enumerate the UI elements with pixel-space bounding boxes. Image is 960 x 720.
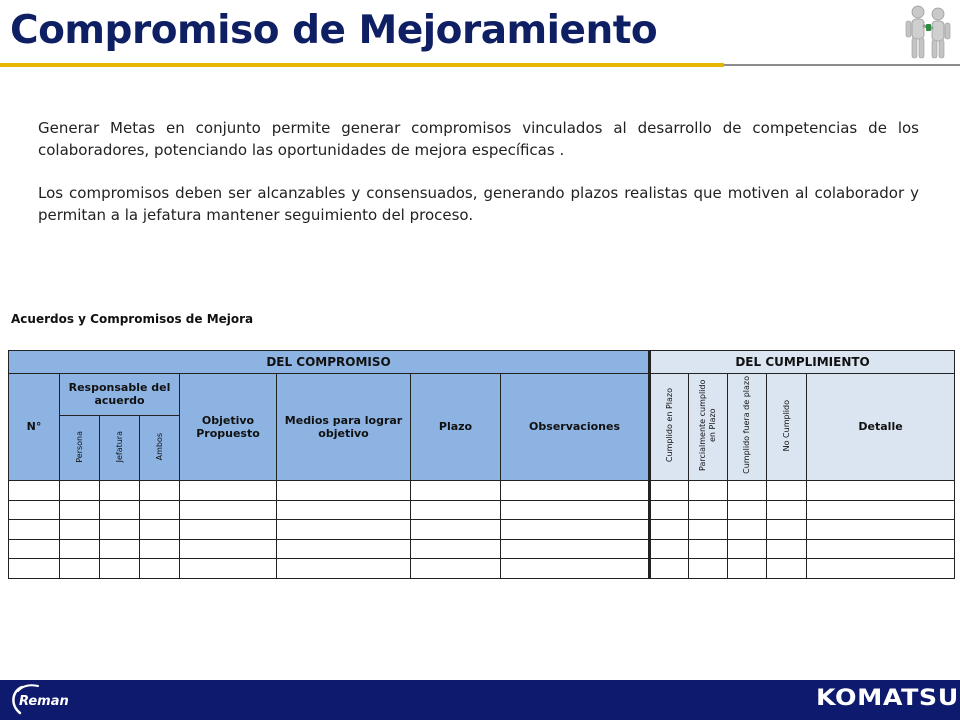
komatsu-logo: KOMATSU — [816, 686, 959, 711]
col-header-fuera-plazo — [728, 373, 767, 480]
table-cell[interactable] — [728, 539, 767, 559]
table-cell[interactable] — [60, 539, 100, 559]
title-underline-gold — [0, 63, 724, 67]
table-cell[interactable] — [60, 480, 100, 500]
table-cell[interactable] — [277, 500, 411, 520]
col-header-no-cumplido-label: No Cumplido — [781, 399, 791, 452]
sub-header-jefatura — [100, 415, 140, 480]
col-header-no-cumplido — [767, 373, 807, 480]
table-cell[interactable] — [140, 480, 180, 500]
col-header-cumplido-plazo-label: Cumplido en Plazo — [664, 388, 674, 463]
table-section-label: Acuerdos y Compromisos de Mejora — [11, 312, 254, 326]
sub-header-ambos — [140, 415, 180, 480]
table-cell[interactable] — [807, 539, 955, 559]
table-cell[interactable] — [9, 480, 60, 500]
table-cell[interactable] — [100, 500, 140, 520]
table-cell[interactable] — [728, 480, 767, 500]
table-cell[interactable] — [689, 500, 728, 520]
table-cell[interactable] — [180, 539, 277, 559]
table-cell[interactable] — [807, 520, 955, 540]
table-row — [9, 559, 955, 579]
paragraph-1: Generar Metas en conjunto permite generar compromisos vinculados al desarrollo de competencias de los colaboradores, potenciando las oportunidades de mejora específicas . — [38, 119, 919, 159]
table-cell[interactable] — [501, 539, 650, 559]
table-cell[interactable] — [807, 480, 955, 500]
table-cell[interactable] — [411, 520, 501, 540]
group-header-compromiso: DEL COMPROMISO — [9, 351, 650, 374]
table-cell[interactable] — [807, 559, 955, 579]
table-row — [9, 539, 955, 559]
col-header-fuera-plazo-label: Cumplido fuera de plazo — [742, 376, 752, 475]
sub-header-ambos-label: Ambos — [154, 432, 164, 461]
table-cell[interactable] — [767, 500, 807, 520]
sub-header-persona — [60, 415, 100, 480]
table-cell[interactable] — [411, 539, 501, 559]
table-row — [9, 520, 955, 540]
table-cell[interactable] — [689, 520, 728, 540]
table-cell[interactable] — [140, 559, 180, 579]
col-header-observaciones: Observaciones — [501, 373, 650, 480]
table-cell[interactable] — [411, 480, 501, 500]
table-cell[interactable] — [767, 559, 807, 579]
table-cell[interactable] — [100, 520, 140, 540]
paragraph-2: Los compromisos deben ser alcanzables y consensuados, generando plazos realistas que motiven al colaborador y permitan a la jefatura mantener seguimiento del proceso. — [38, 184, 919, 224]
col-header-objetivo: Objetivo Propuesto — [180, 373, 277, 480]
table-cell[interactable] — [501, 559, 650, 579]
table-cell[interactable] — [689, 539, 728, 559]
table-cell[interactable] — [9, 520, 60, 540]
table-cell[interactable] — [501, 480, 650, 500]
table-cell[interactable] — [180, 500, 277, 520]
table-cell[interactable] — [60, 500, 100, 520]
page-title: Compromiso de Mejoramiento — [10, 8, 658, 53]
table-cell[interactable] — [277, 539, 411, 559]
commitments-table — [8, 350, 954, 579]
table-cell[interactable] — [767, 539, 807, 559]
col-header-cumplido-plazo — [650, 373, 689, 480]
table-cell[interactable] — [728, 500, 767, 520]
people-handshake-icon — [902, 4, 954, 60]
table-cell[interactable] — [100, 480, 140, 500]
table-cell[interactable] — [650, 500, 689, 520]
table-cell[interactable] — [650, 520, 689, 540]
table-cell[interactable] — [767, 480, 807, 500]
table-cell[interactable] — [100, 539, 140, 559]
col-header-responsable: Responsable del acuerdo — [60, 373, 180, 415]
group-header-cumplimiento: DEL CUMPLIMIENTO — [650, 351, 955, 374]
table-cell[interactable] — [767, 520, 807, 540]
table-cell[interactable] — [501, 520, 650, 540]
table-cell[interactable] — [650, 559, 689, 579]
table-cell[interactable] — [140, 539, 180, 559]
table-cell[interactable] — [411, 559, 501, 579]
col-header-parcial-label: Parcialmente cumplido en Plazo — [698, 379, 718, 472]
sub-header-jefatura-label: Jefatura — [114, 430, 124, 463]
table-cell[interactable] — [60, 520, 100, 540]
table-cell[interactable] — [140, 520, 180, 540]
intro-text — [38, 117, 919, 247]
table-cell[interactable] — [9, 500, 60, 520]
table-cell[interactable] — [180, 480, 277, 500]
table-cell[interactable] — [277, 520, 411, 540]
table-cell[interactable] — [140, 500, 180, 520]
table-cell[interactable] — [501, 500, 650, 520]
col-header-plazo: Plazo — [411, 373, 501, 480]
reman-logo — [8, 683, 72, 717]
title-underline-grey — [724, 64, 960, 66]
table-cell[interactable] — [411, 500, 501, 520]
col-header-detalle: Detalle — [807, 373, 955, 480]
table-cell[interactable] — [689, 559, 728, 579]
table-cell[interactable] — [689, 480, 728, 500]
table-cell[interactable] — [728, 520, 767, 540]
table-cell[interactable] — [650, 480, 689, 500]
svg-text:Reman: Reman — [19, 694, 69, 709]
table-cell[interactable] — [728, 559, 767, 579]
table-cell[interactable] — [9, 539, 60, 559]
table-cell[interactable] — [60, 559, 100, 579]
table-cell[interactable] — [277, 559, 411, 579]
sub-header-persona-label: Persona — [74, 430, 84, 463]
table-row — [9, 480, 955, 500]
col-header-numero: N° — [9, 373, 60, 480]
col-header-medios: Medios para lograr objetivo — [277, 373, 411, 480]
table-cell[interactable] — [277, 480, 411, 500]
table-cell[interactable] — [100, 559, 140, 579]
table-cell[interactable] — [180, 520, 277, 540]
table-cell[interactable] — [650, 539, 689, 559]
table-cell[interactable] — [9, 559, 60, 579]
table-cell[interactable] — [807, 500, 955, 520]
col-header-parcial — [689, 373, 728, 480]
table-row — [9, 500, 955, 520]
table-cell[interactable] — [180, 559, 277, 579]
